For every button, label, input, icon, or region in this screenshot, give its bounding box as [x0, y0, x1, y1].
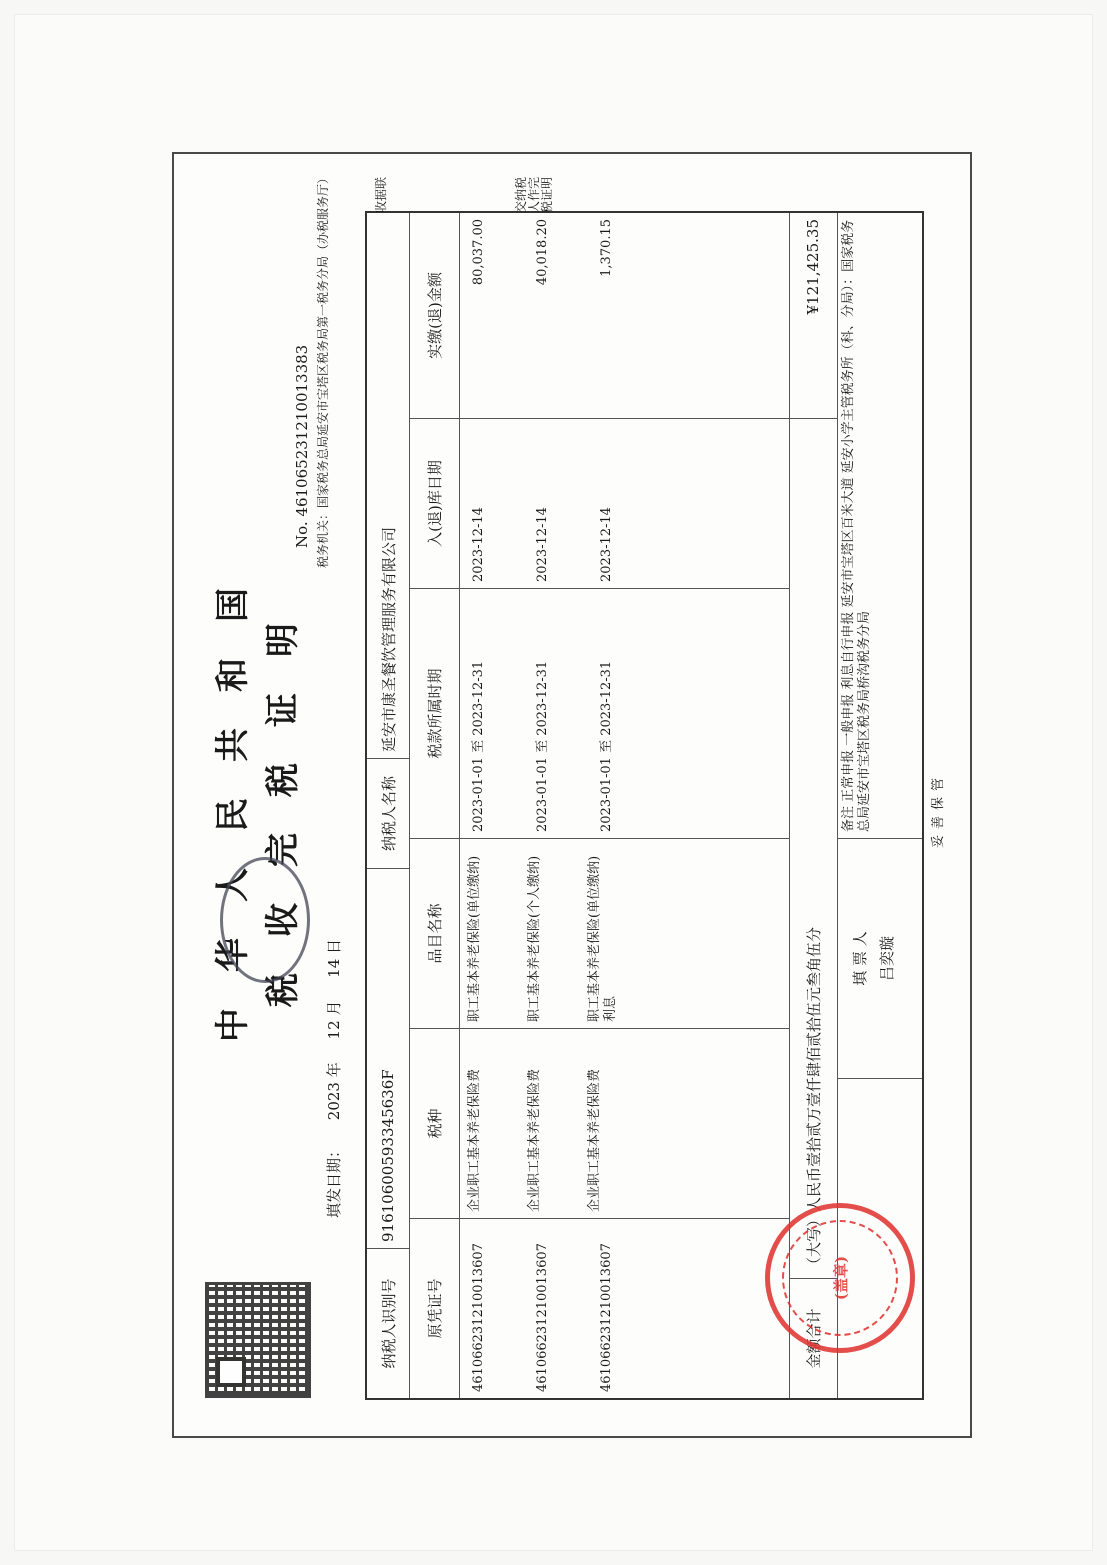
header-row: 原凭证号 税种 品目名称 税款所属时期 入(退)库日期 实缴(退)金额: [409, 213, 460, 1398]
keep-note: 妥善保管: [931, 771, 946, 848]
tax-type-1: 企业职工基本养老保险费: [467, 1068, 482, 1212]
data-rows: [459, 213, 790, 1398]
voucher-3: 461066231210013607: [599, 1243, 614, 1392]
date-3: 2023-12-14: [599, 507, 614, 582]
red-seal-icon: (盖章): [765, 1203, 915, 1353]
amount-3: 1,370.15: [599, 219, 614, 277]
voucher-1: 461066231210013607: [471, 1243, 486, 1392]
amount-2: 40,018.20: [535, 219, 550, 286]
fill-date: 填发日期： 2023 年 12 月 14 日: [325, 938, 343, 1218]
taxpayer-name: 延安市康圣餐饮管理服务有限公司: [379, 526, 398, 752]
tax-type-2: 企业职工基本养老保险费: [527, 1068, 542, 1212]
filler-name: 吕奕璇: [878, 936, 896, 982]
period-3: 2023-01-01 至 2023-12-31: [599, 660, 614, 832]
amount-1: 80,037.00: [471, 219, 486, 286]
filler-label: 填 票 人: [851, 931, 869, 986]
voucher-2: 461066231210013607: [535, 1243, 550, 1392]
remark: 备注 正常申报 一般申报 利息自行申报 延安市宝塔区百米大道 延安小学主管税务所（科、分局）：国家税务总局延安市宝塔区税务局桥沟税务分局: [841, 219, 872, 832]
total-row: 金额合计 （大写）人民币壹拾贰万壹仟肆佰贰拾伍元叁角伍分 ¥121,425.35: [789, 213, 838, 1398]
item-3: 职工基本养老保险(单位缴纳)利息: [587, 855, 618, 1022]
side-label-receipt: 收据联: [374, 176, 388, 213]
tax-authority: 税务机关：国家税务总局延安市宝塔区税务局第一税务分局（办税服务厅）: [316, 171, 330, 568]
certificate-number: No. 461065231210013383: [293, 344, 311, 548]
total-value: ¥121,425.35: [804, 219, 822, 315]
taxpayer-row: 纳税人识别号 91610600593345636F 纳税人名称 延安市康圣餐饮管理服务有限公司: [367, 213, 410, 1398]
tax-certificate: [185, 166, 955, 1428]
title-line-2: 税收完税证明: [263, 587, 303, 1007]
tax-type-3: 企业职工基本养老保险费: [587, 1068, 602, 1212]
item-2: 职工基本养老保险(个人缴纳): [527, 855, 542, 1022]
period-1: 2023-01-01 至 2023-12-31: [471, 660, 486, 832]
blue-seal-icon: [220, 857, 310, 983]
date-2: 2023-12-14: [535, 507, 550, 582]
item-1: 职工基本养老保险(单位缴纳): [467, 855, 482, 1022]
total-words: （大写）人民币壹拾贰万壹仟肆佰贰拾伍元叁角伍分: [789, 418, 837, 1278]
taxpayer-id: 91610600593345636F: [367, 868, 409, 1248]
period-2: 2023-01-01 至 2023-12-31: [535, 660, 550, 832]
title-line-1: 中华人民共和国: [213, 552, 253, 1042]
side-label-proof: 交纳税人作完税证明: [514, 176, 554, 213]
date-1: 2023-12-14: [471, 507, 486, 582]
